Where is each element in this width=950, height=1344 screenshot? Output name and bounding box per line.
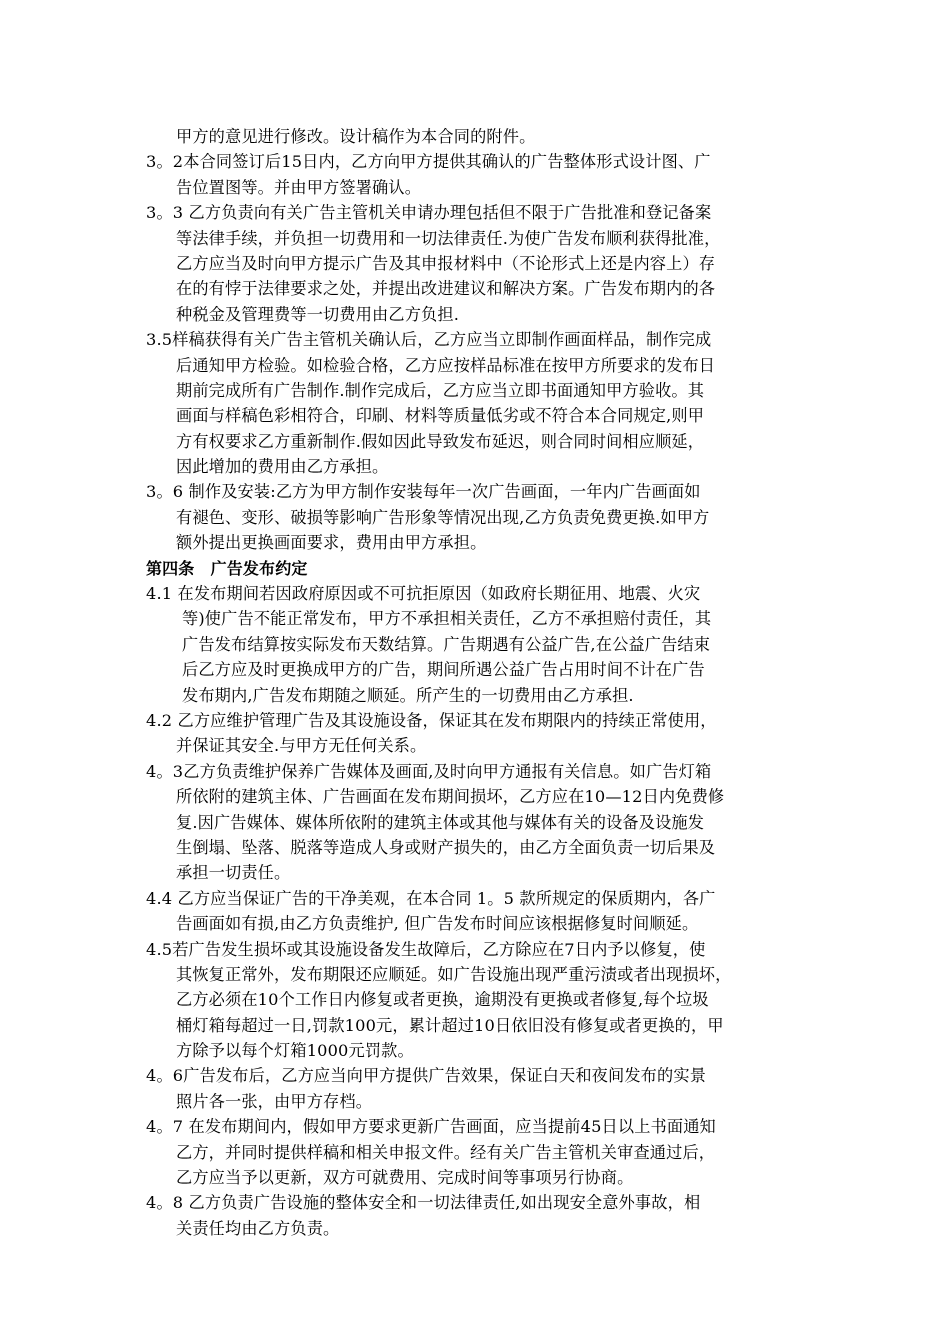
text-line: 画面与样稿色彩相符合，印刷、材料等质量低劣或不符合本合同规定,则甲 xyxy=(176,406,705,426)
text-line: 因此增加的费用由乙方承担。 xyxy=(176,457,389,477)
text-line: 4.1 在发布期间若因政府原因或不可抗拒原因（如政府长期征用、地震、火灾 xyxy=(146,584,701,604)
document-page xyxy=(146,124,816,1241)
text-line: 关责任均由乙方负责。 xyxy=(176,1218,340,1238)
text-line: 4.2 乙方应维护管理广告及其设施设备，保证其在发布期限内的持续正常使用， xyxy=(146,710,717,730)
text-line: 等)使广告不能正常发布，甲方不承担相关责任，乙方不承担赔付责任，其 xyxy=(182,609,712,629)
text-line: 额外提出更换画面要求，费用由甲方承担。 xyxy=(176,533,487,553)
text-line: 方除予以每个灯箱1000元罚款。 xyxy=(176,1041,414,1061)
text-line: 方有权要求乙方重新制作.假如因此导致发布延迟，则合同时间相应顺延， xyxy=(176,431,705,451)
text-line: 3。2本合同签订后15日内，乙方向甲方提供其确认的广告整体形式设计图、广 xyxy=(146,152,711,172)
text-line: 4。8 乙方负责广告设施的整体安全和一切法律责任,如出现安全意外事故，相 xyxy=(146,1193,701,1213)
text-line: 3。3 乙方负责向有关广告主管机关申请办理包括但不限于广告批准和登记备案 xyxy=(146,203,712,223)
text-line: 在的有悖于法律要求之处，并提出改进建议和解决方案。广告发布期内的各 xyxy=(176,279,716,299)
text-line: 告画面如有损,由乙方负责维护, 但广告发布时间应该根据修复时间顺延。 xyxy=(176,914,699,934)
text-line: 其恢复正常外，发布期限还应顺延。如广告设施出现严重污渍或者出现损坏， xyxy=(176,964,732,984)
text-line: 乙方，并同时提供样稿和相关申报文件。经有关广告主管机关审查通过后， xyxy=(176,1142,716,1162)
text-line: 广告发布结算按实际发布天数结算。广告期遇有公益广告,在公益广告结束 xyxy=(182,634,711,654)
text-line: 所依附的建筑主体、广告画面在发布期间损坏，乙方应在10—12日内免费修 xyxy=(176,787,725,807)
text-line: 并保证其安全.与甲方无任何关系。 xyxy=(176,736,427,756)
text-line: 4.4 乙方应当保证广告的干净美观，在本合同 1。5 款所规定的保质期内，各广 xyxy=(146,888,716,908)
text-line: 有褪色、变形、破损等影响广告形象等情况出现,乙方负责免费更换.如甲方 xyxy=(176,507,710,527)
text-line: 复.因广告媒体、媒体所依附的建筑主体或其他与媒体有关的设备及设施发 xyxy=(176,812,705,832)
text-line: 后乙方应及时更换成甲方的广告，期间所遇公益广告占用时间不计在广告 xyxy=(182,660,705,680)
text-line: 乙方应当予以更新，双方可就费用、完成时间等事项另行协商。 xyxy=(176,1168,634,1188)
text-line: 甲方的意见进行修改。设计稿作为本合同的附件。 xyxy=(176,127,536,146)
text-line: 4。3乙方负责维护保养广告媒体及画面,及时向甲方通报有关信息。如广告灯箱 xyxy=(146,761,712,781)
text-line: 告位置图等。并由甲方签署确认。 xyxy=(176,177,422,197)
text-line: 4.5若广告发生损坏或其设施设备发生故障后，乙方除应在7日内予以修复，使 xyxy=(146,939,706,959)
text-line: 3。6 制作及安装:乙方为甲方制作安装每年一次广告画面，一年内广告画面如 xyxy=(146,482,701,502)
text-line: 种税金及管理费等一切费用由乙方负担. xyxy=(176,304,460,324)
text-line: 照片各一张，由甲方存档。 xyxy=(176,1091,373,1111)
text-line: 3.5样稿获得有关广告主管机关确认后，乙方应当立即制作画面样品，制作完成 xyxy=(146,330,712,350)
text-line: 桶灯箱每超过一日,罚款100元，累计超过10日依旧没有修复或者更换的，甲 xyxy=(176,1015,724,1035)
text-line: 乙方应当及时向甲方提示广告及其申报材料中（不论形式上还是内容上）存 xyxy=(176,253,716,273)
text-line: 期前完成所有广告制作.制作完成后，乙方应当立即书面通知甲方验收。其 xyxy=(176,380,705,400)
text-line: 等法律手续，并负担一切费用和一切法律责任.为使广告发布顺利获得批准， xyxy=(176,228,721,248)
text-line: 发布期内,广告发布期随之顺延。所产生的一切费用由乙方承担. xyxy=(182,685,634,705)
text-line: 4。7 在发布期间内，假如甲方要求更新广告画面，应当提前45日以上书面通知 xyxy=(146,1117,716,1137)
section-heading: 第四条 广告发布约定 xyxy=(146,558,308,578)
text-line: 乙方必须在10个工作日内修复或者更换，逾期没有更换或者修复,每个垃圾 xyxy=(176,990,709,1010)
text-line: 生倒塌、坠落、脱落等造成人身或财产损失的，由乙方全面负责一切后果及 xyxy=(176,837,716,857)
text-line: 4。6广告发布后，乙方应当向甲方提供广告效果，保证白天和夜间发布的实景 xyxy=(146,1066,707,1086)
text-line: 后通知甲方检验。如检验合格，乙方应按样品标准在按甲方所要求的发布日 xyxy=(176,355,716,375)
text-line: 承担一切责任。 xyxy=(176,863,291,883)
